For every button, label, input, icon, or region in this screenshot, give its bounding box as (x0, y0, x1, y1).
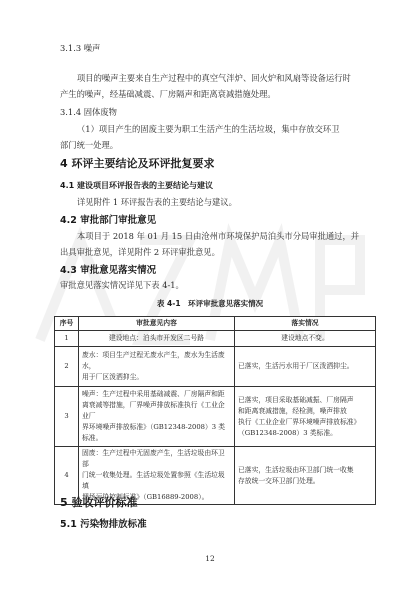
section-4-3-heading: 4.3 审批意见落实情况 (60, 265, 157, 276)
cell-line: 离衰减等措施，厂界噪声排放标准执行《工业企业厂 (82, 401, 225, 420)
cell-line: （GB12348-2008）3 类标准。 (238, 428, 337, 437)
section-4-1-heading: 4.1 建设项目环评报告表的主要结论与建议 (60, 181, 213, 190)
row-status (235, 347, 376, 387)
solid-waste-paragraph-line2: 部门统一处理。 (60, 140, 119, 150)
header-status: 落实情况 (235, 317, 376, 331)
cell-line: 用于厂区泼洒抑尘。 (82, 373, 144, 381)
table-caption: 表 4-1 环评审批意见落实情况 (156, 299, 264, 308)
cell-line: 已落实，项目采取基础减振、厂房隔声 (238, 395, 354, 404)
cell-line: 已落实，生活污水用于厂区泼洒抑尘。 (238, 362, 354, 370)
table-header-row (55, 317, 376, 331)
cell-line: 门统一收集处理。生活垃圾处置参照《生活垃圾填 (82, 471, 225, 490)
cell-line: 固废：生产过程中无固废产生，生活垃圾由环卫部 (82, 449, 225, 468)
table-row (55, 331, 376, 347)
row-status (235, 447, 376, 505)
cell-line: 建设地点不变。 (281, 334, 329, 342)
row-status (235, 387, 376, 447)
table-row (55, 347, 376, 387)
cell-line: 和距离衰减措施，经检测，噪声排放 (238, 406, 347, 415)
section-3-1-4-heading: 3.1.4 固体废物 (60, 107, 117, 117)
row-number: 3 (55, 387, 79, 447)
section-5-1-heading: 5.1 污染物排放标准 (60, 519, 147, 530)
header-no: 序号 (55, 317, 79, 331)
section-4-3-text: 审批意见落实情况详见下表 4-1。 (60, 280, 184, 290)
cell-line: 执行《工业企业厂界环境噪声排放标准》 (238, 417, 361, 426)
solid-waste-paragraph-line1: （1）项目产生的固废主要为职工生活产生的生活垃圾，集中存放交环卫 (77, 124, 340, 134)
row-number: 4 (55, 447, 79, 505)
page-number: 12 (205, 554, 215, 563)
chapter-4-heading: 4 环评主要结论及环评批复要求 (60, 157, 215, 170)
row-opinion (79, 331, 235, 347)
approval-table (54, 316, 376, 505)
row-number: 2 (55, 347, 79, 387)
section-3-1-3-heading: 3.1.3 噪声 (60, 43, 101, 53)
chapter-5-heading: 5 验收评价标准 (60, 496, 138, 509)
cell-line: 已落实，生活垃圾由环卫部门统一收集 (238, 465, 354, 474)
row-number: 1 (55, 331, 79, 347)
cell-line: 界环境噪声排放标准》（GB12348-2008）3 类标准。 (82, 423, 226, 442)
cell-line: 存放统一交环卫部门处理。 (238, 476, 320, 485)
section-4-1-text: 详见附件 1 环评报告表的主要结论与建议。 (77, 197, 237, 207)
cell-line: 埋场污染控制标准》（GB16889-2008）。 (82, 493, 209, 501)
row-opinion (79, 387, 235, 447)
section-4-2-text-line1: 本项目于 2018 年 01 月 15 日由沧州市环境保护局泊头市分局审批通过，并 (77, 231, 360, 241)
section-4-2-text-line2: 出具审批意见，详见附件 2 环评审批意见。 (60, 247, 220, 257)
table-row (55, 387, 376, 447)
header-opinion: 审批意见内容 (79, 317, 235, 331)
row-status (235, 331, 376, 347)
cell-line: 建设地点：泊头市开发区二号路 (108, 334, 205, 342)
noise-paragraph-line2: 产生的噪声，经基础减震、厂房隔声和距离衰减措施处理。 (60, 89, 276, 99)
noise-paragraph-line1: 项目的噪声主要来自生产过程中的真空气泮炉、回火炉和风扇等设备运行时 (77, 73, 351, 83)
cell-line: 废水：项目生产过程无废水产生，废水为生活废水， (82, 351, 225, 370)
section-4-2-heading: 4.2 审批部门审批意见 (60, 215, 157, 226)
row-opinion (79, 347, 235, 387)
cell-line: 噪声：生产过程中采用基础减震、厂房隔声和距 (82, 390, 225, 398)
